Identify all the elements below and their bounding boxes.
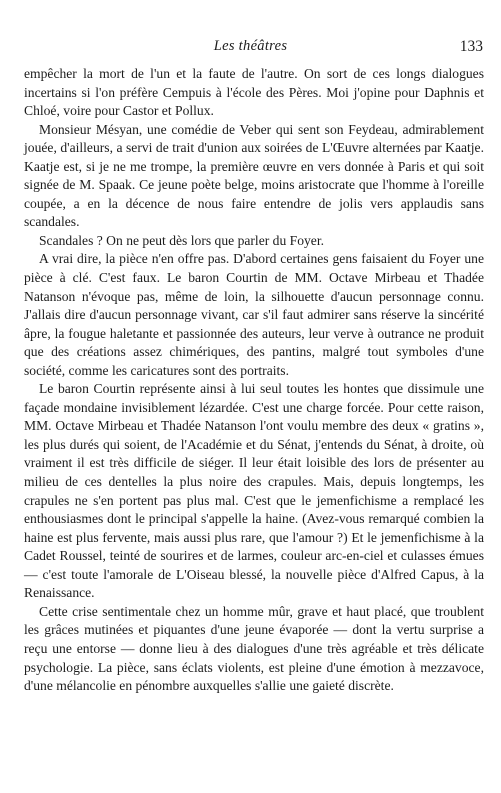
paragraph: Scandales ? On ne peut dès lors que parler du Foyer. [39, 232, 325, 248]
running-title: Les théâtres [213, 38, 288, 54]
paragraph-continued: empêcher la mort de l'un et la faute de l'autre. On sort de ces longs dialogues incertains si l'on préfère Cempuis à l'école des Pères. Moi j'opine pour Daphnis et Chloé, voire pour Castor et Pollux. [24, 66, 484, 119]
paragraph: Monsieur Mésyan, une comédie de Veber qui sent son Feydeau, admirablement jouée, d'ailleurs, a servi de trait d'union aux soirées de L'Œuvre alternées par Kaatje. Kaatje est, si je ne me trompe, la première œuvre en vers donnée à Paris et qui soit signée de M. Spaak. Ce jeune poète belge, moins aristocrate que l'homme à l'oreille coupée, a en la décence de nous faire entendre de jolis vers applaudis sans scandales. [24, 121, 484, 230]
paragraph: A vrai dire, la pièce n'en offre pas. D'abord certaines gens faisaient du Foyer une pièce à clé. C'est faux. Le baron Courtin de MM. Octave Mirbeau et Thadée Natanson n'évoque pas, même de loin, la silhouette d'aucun personnage connu. J'allais dire d'aucun personnage vivant, car s'il faut admirer sans réserve la sincérité âpre, la fougue haletante et passionnée des auteurs, leur verve à outrance ne produit que des créations assez chimériques, des pantins, malgré tout symboles d'une société, comme les caricatures sont des portraits. [24, 251, 484, 378]
running-header [0, 38, 501, 58]
body-text [24, 65, 484, 696]
page-number: 133 [459, 38, 483, 55]
paragraph: Cette crise sentimentale chez un homme mûr, grave et haut placé, que troublent les grâces mutinées et piquantes d'une jeune évaporée — dont la vertu surprise a reçu une entorse — donne lieu à des dialogues d'une très agréable et très délicate psychologie. La pièce, sans éclats violents, est pleine d'une émotion à mezzavoce, d'une mélancolie en pénombre auxquelles s'allie une gaieté discrète. [24, 603, 484, 694]
paragraph: Le baron Courtin représente ainsi à lui seul toutes les hontes que dissimule une façade mondaine invisiblement lézardée. C'est une charge forcée. Pour cette raison, MM. Octave Mirbeau et Thadée Natanson l'ont voulu membre des deux « gratins », les plus durés qui soient, de l'Académie et du Sénat, j'entends du Sénat, à droite, où vraiment il est très difficile de siéger. Il leur était loisible des lors de présenter au milieu de ces dentelles la plus noire des crapules. Mais, depuis longtemps, les crapules ne s'en portent pas plus mal. C'est que le jemenfichisme a remplacé les enthousiasmes dont le principal s'appelle la haine. (Avez-vous remarqué combien la haine est plus fervente, mais aussi plus rare, que l'amour ?) Et le jemenfichisme à la Cadet Roussel, teinté de sourires et de larmes, couleur arc-en-ciel et culasses émues — c'est toute l'amorale de L'Oiseau blessé, la nouvelle pièce d'Alfred Capus, à la Renaissance. [24, 381, 484, 601]
